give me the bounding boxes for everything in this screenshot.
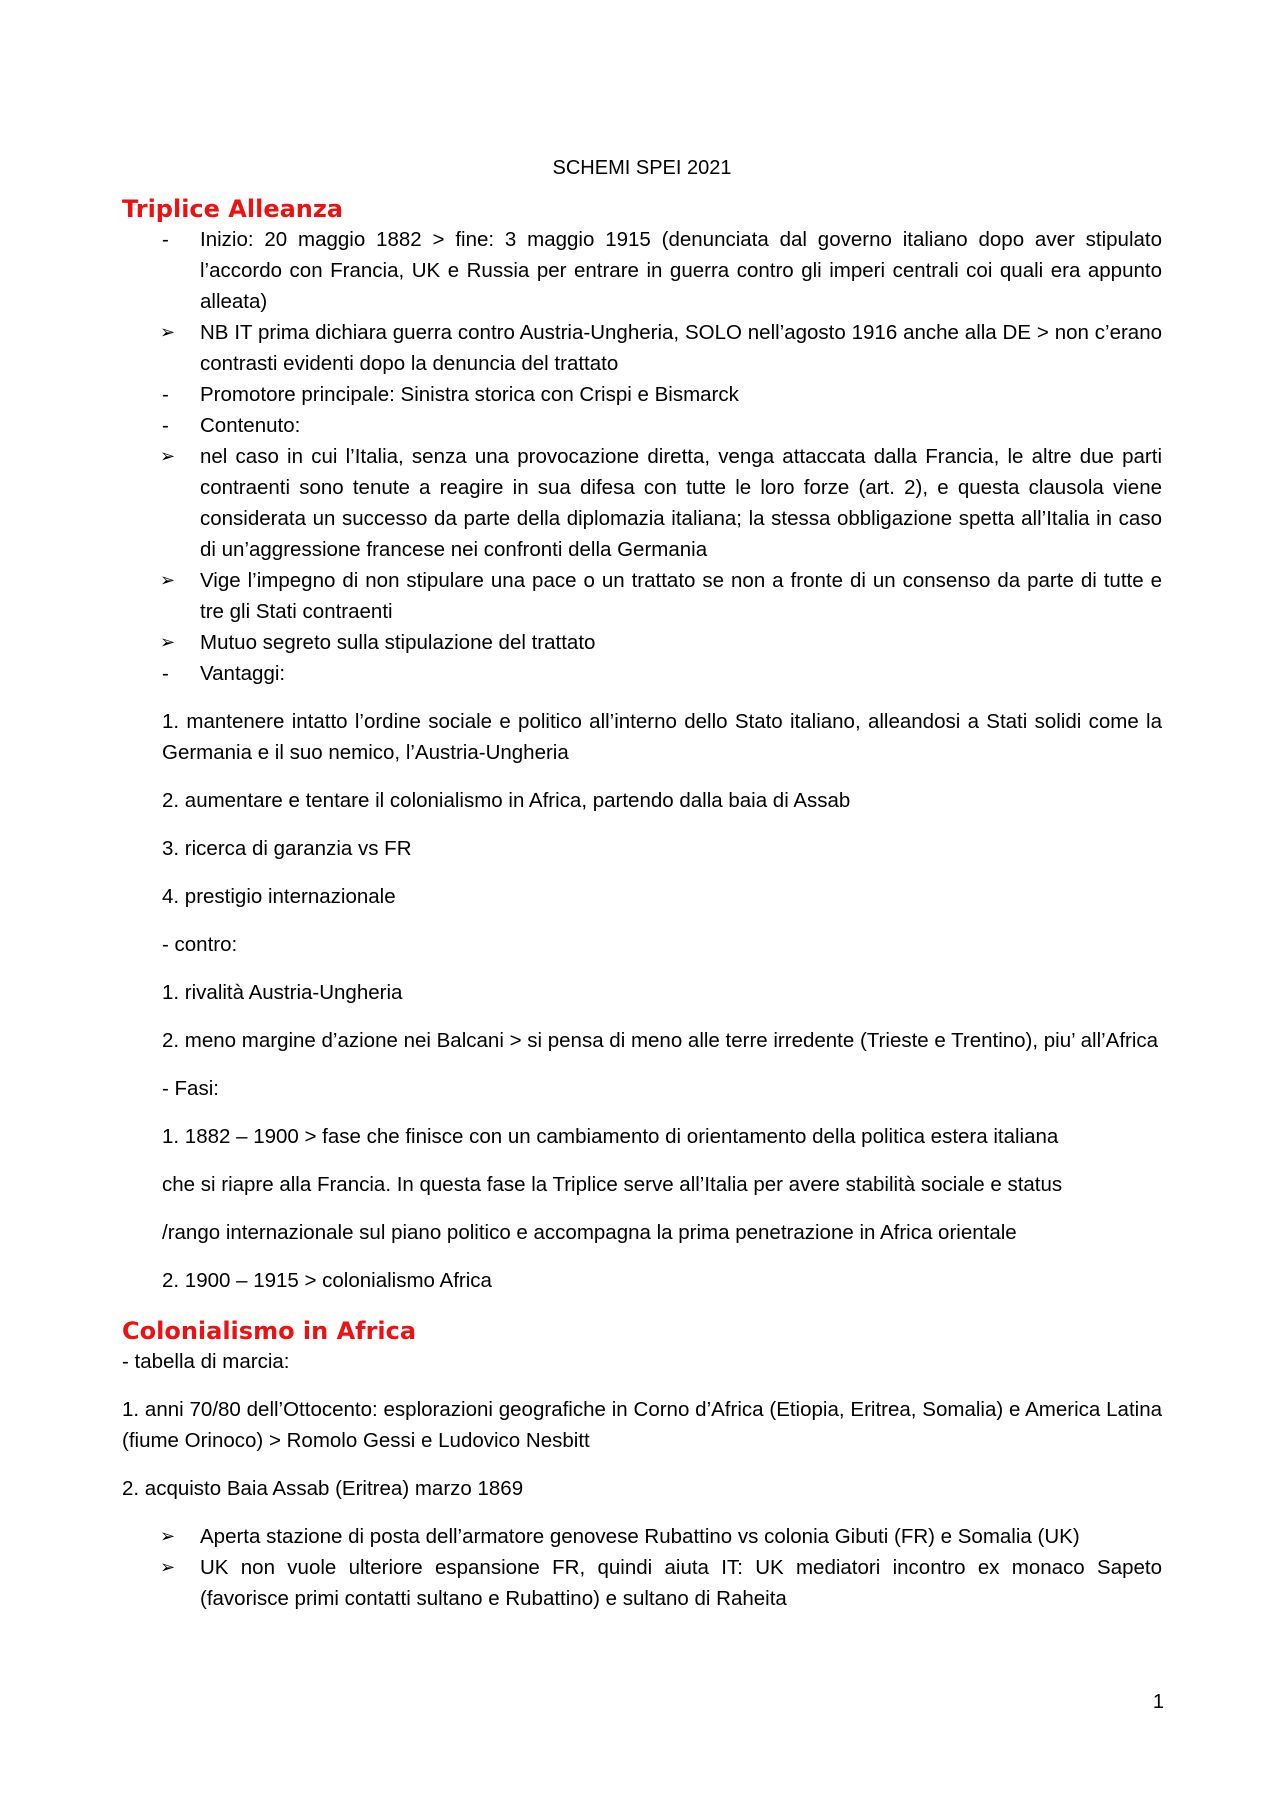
section-heading-colonialismo-africa: Colonialismo in Africa <box>122 1317 417 1345</box>
dash-bullet: - <box>162 414 169 437</box>
section-heading-triplice-alleanza: Triplice Alleanza <box>122 195 344 223</box>
dash-bullet: - <box>162 662 169 685</box>
paragraph-fase-1-cont-2: /rango internazionale sul piano politico e accompagna la prima penetrazione in Africa orientale <box>162 1221 1017 1244</box>
paragraph-fase-1: 1. 1882 – 1900 > fase che finisce con un cambiamento di orientamento della politica estera italiana <box>162 1125 1059 1148</box>
list-item <box>122 565 1162 627</box>
list-item-text: NB IT prima dichiara guerra contro Austria-Ungheria, SOLO nell’agosto 1916 anche alla DE > non c’erano contrasti evidenti dopo la denuncia del trattato <box>200 321 1162 375</box>
list-item <box>122 1521 1162 1552</box>
paragraph-fase-1-cont: che si riapre alla Francia. In questa fase la Triplice serve all’Italia per avere stabilità sociale e status <box>162 1173 1063 1196</box>
dash-bullet: - <box>162 383 169 406</box>
list-item-text: Vantaggi: <box>200 662 286 685</box>
list-item-text: Mutuo segreto sulla stipulazione del trattato <box>200 631 596 654</box>
document-title: SCHEMI SPEI 2021 <box>552 157 732 179</box>
paragraph-fasi-label: - Fasi: <box>162 1077 219 1100</box>
list-item-text: Aperta stazione di posta dell’armatore genovese Rubattino vs colonia Gibuti (FR) e Somalia (UK) <box>200 1525 1080 1548</box>
list-item-text: Inizio: 20 maggio 1882 > fine: 3 maggio 1915 (denunciata dal governo italiano dopo aver stipulato l’accordo con Francia, UK e Russia per entrare in guerra contro gli imperi centrali coi quali era appunto alleata) <box>200 228 1162 313</box>
paragraph-vantaggio-3: 3. ricerca di garanzia vs FR <box>162 837 412 860</box>
list-item <box>122 410 1162 441</box>
dash-bullet: - <box>162 228 169 251</box>
paragraph-tabella-marcia: - tabella di marcia: <box>122 1350 290 1373</box>
list-item <box>122 441 1162 565</box>
paragraph-marcia-2: 2. acquisto Baia Assab (Eritrea) marzo 1869 <box>122 1477 524 1500</box>
list-item <box>122 379 1162 410</box>
paragraph-contro-label: - contro: <box>162 933 238 956</box>
paragraph-contro-1: 1. rivalità Austria-Ungheria <box>162 981 403 1004</box>
paragraph-marcia-1: 1. anni 70/80 dell’Ottocento: esplorazioni geografiche in Corno d’Africa (Etiopia, Eritrea, Somalia) e America Latina (fiume Orinoco) > Romolo Gessi e Ludovico Nesbitt <box>122 1398 1162 1452</box>
list-item-text: Promotore principale: Sinistra storica con Crispi e Bismarck <box>200 383 739 406</box>
list-item <box>122 1552 1162 1614</box>
list-item <box>122 317 1162 379</box>
arrow-bullet-icon: ➢ <box>160 570 176 590</box>
paragraph-contro-2: 2. meno margine d’azione nei Balcani > si pensa di meno alle terre irredente (Trieste e Trentino), piu’ all’Africa <box>162 1029 1159 1052</box>
bullet-list <box>122 1521 1162 1614</box>
list-item-text: Contenuto: <box>200 414 301 437</box>
arrow-bullet-icon: ➢ <box>160 1526 176 1546</box>
arrow-bullet-icon: ➢ <box>160 632 176 652</box>
arrow-bullet-icon: ➢ <box>160 446 176 466</box>
arrow-bullet-icon: ➢ <box>160 322 176 342</box>
list-item <box>122 627 1162 658</box>
paragraph-fase-2: 2. 1900 – 1915 > colonialismo Africa <box>162 1269 492 1292</box>
page-number: 1 <box>1152 1691 1164 1713</box>
list-item <box>122 658 1162 689</box>
list-item-text: UK non vuole ulteriore espansione FR, quindi aiuta IT: UK mediatori incontro ex monaco Sapeto (favorisce primi contatti sultano e Rubattino) e sultano di Raheita <box>200 1556 1162 1610</box>
arrow-bullet-icon: ➢ <box>160 1557 176 1577</box>
page-content <box>122 150 1162 1614</box>
bullet-list <box>122 224 1162 689</box>
paragraph-vantaggio-2: 2. aumentare e tentare il colonialismo in Africa, partendo dalla baia di Assab <box>162 789 851 812</box>
paragraph-vantaggio-4: 4. prestigio internazionale <box>162 885 396 908</box>
list-item-text: Vige l’impegno di non stipulare una pace o un trattato se non a fronte di un consenso da parte di tutte e tre gli Stati contraenti <box>200 569 1162 623</box>
list-item <box>122 224 1162 317</box>
paragraph-vantaggio-1: 1. mantenere intatto l’ordine sociale e politico all’interno dello Stato italiano, alleandosi a Stati solidi come la Germania e il suo nemico, l’Austria-Ungheria <box>162 710 1162 764</box>
list-item-text: nel caso in cui l’Italia, senza una provocazione diretta, venga attaccata dalla Francia, le altre due parti contraenti sono tenute a reagire in sua difesa con tutte le loro forze (art. 2), e questa clausola viene considerata un successo da parte della diplomazia italiana; la stessa obbligazione spetta all’Italia in caso di un’aggressione francese nei confronti della Germania <box>200 445 1162 561</box>
